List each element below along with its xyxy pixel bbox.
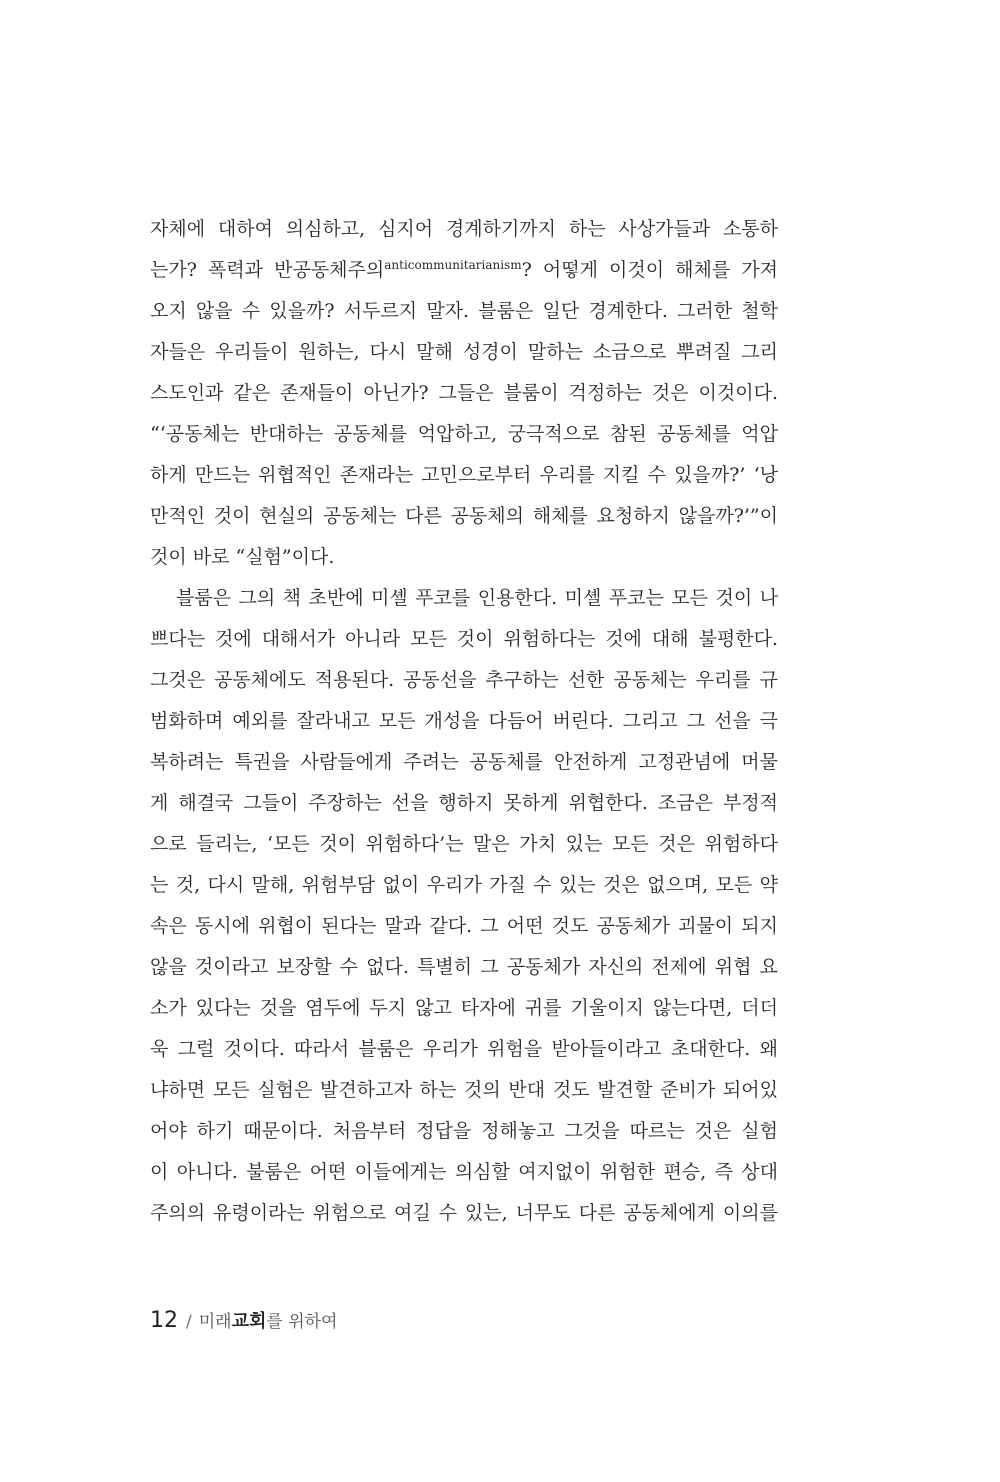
text-line: 복하려는 특권을 사람들에게 주려는 공동체를 안전하게 고정관념에 머물 [150, 751, 778, 773]
superscript-term: anticommunitarianism [384, 258, 522, 272]
page-footer [150, 1306, 337, 1336]
book-title-part: 미래 [198, 1312, 232, 1332]
text-line: 그것은 공동체에도 적용된다. 공동선을 추구하는 선한 공동체는 우리를 규 [150, 669, 778, 691]
text-line: 이 아니다. 불룸은 어떤 이들에게는 의심할 여지없이 위험한 편승, 즉 상대 [150, 1161, 778, 1183]
text-line: 자체에 대하여 의심하고, 심지어 경계하기까지 하는 사상가들과 소통하 [150, 218, 778, 240]
book-title-part: 를 위하여 [266, 1312, 338, 1332]
text-line: 는 것, 다시 말해, 위험부담 없이 우리가 가질 수 있는 것은 없으며, 모든 약 [150, 874, 778, 896]
text-line [150, 250, 778, 291]
body-text [150, 209, 778, 1234]
text-line: 자들은 우리들이 원하는, 다시 말해 성경이 말하는 소금으로 뿌려질 그리 [150, 341, 778, 363]
text-line: 게 해결국 그들이 주장하는 선을 행하지 못하게 위협한다. 조금은 부정적 [150, 792, 778, 814]
paragraph-first-line: 블룸은 그의 책 초반에 미셸 푸코를 인용한다. 미셸 푸코는 모든 것이 나 [176, 587, 778, 609]
text-line: 으로 들리는, ‘모든 것이 위험하다’는 말은 가치 있는 모든 것은 위험하다 [150, 833, 778, 855]
footer-separator: / [186, 1312, 192, 1332]
text-line: 범화하며 예외를 잘라내고 모든 개성을 다듬어 버린다. 그리고 그 선을 극 [150, 710, 778, 732]
text-line: 만적인 것이 현실의 공동체는 다른 공동체의 해체를 요청하지 않을까?’”이 [150, 505, 778, 527]
text-line: “‘공동체는 반대하는 공동체를 억압하고, 궁극적으로 참된 공동체를 억압 [150, 423, 778, 445]
text-line: 하게 만드는 위협적인 존재라는 고민으로부터 우리를 지킬 수 있을까?’ ‘낭 [150, 464, 778, 486]
text-line: 어야 하기 때문이다. 처음부터 정답을 정해놓고 그것을 따르는 것은 실험 [150, 1120, 778, 1142]
text-line: 오지 않을 수 있을까? 서두르지 말자. 블룸은 일단 경계한다. 그러한 철학 [150, 300, 778, 322]
text-span: 는가? 폭력과 반공동체주의 [150, 259, 385, 281]
page-number: 12 [150, 1308, 178, 1333]
text-line: 주의의 유령이라는 위험으로 여길 수 있는, 너무도 다른 공동체에게 이의를 [150, 1202, 778, 1224]
text-line: 않을 것이라고 보장할 수 없다. 특별히 그 공동체가 자신의 전제에 위협 요 [150, 956, 778, 978]
text-line: 냐하면 모든 실험은 발견하고자 하는 것의 반대 것도 발견할 준비가 되어있 [150, 1079, 778, 1101]
text-line: 속은 동시에 위협이 된다는 말과 같다. 그 어떤 것도 공동체가 괴물이 되지 [150, 915, 778, 937]
text-line: 것이 바로 “실험”이다. [150, 546, 335, 568]
text-span: ? 어떻게 이것이 해체를 가져 [521, 259, 778, 281]
text-line: 욱 그럴 것이다. 따라서 블룸은 우리가 위험을 받아들이라고 초대한다. 왜 [150, 1038, 778, 1060]
book-title-emphasis: 교회 [231, 1311, 267, 1332]
text-line: 스도인과 같은 존재들이 아닌가? 그들은 블룸이 걱정하는 것은 이것이다. [150, 382, 778, 404]
text-line: 쁘다는 것에 대해서가 아니라 모든 것이 위험하다는 것에 대해 불평한다. [150, 628, 778, 650]
text-line: 소가 있다는 것을 염두에 두지 않고 타자에 귀를 기울이지 않는다면, 더더 [150, 997, 778, 1019]
